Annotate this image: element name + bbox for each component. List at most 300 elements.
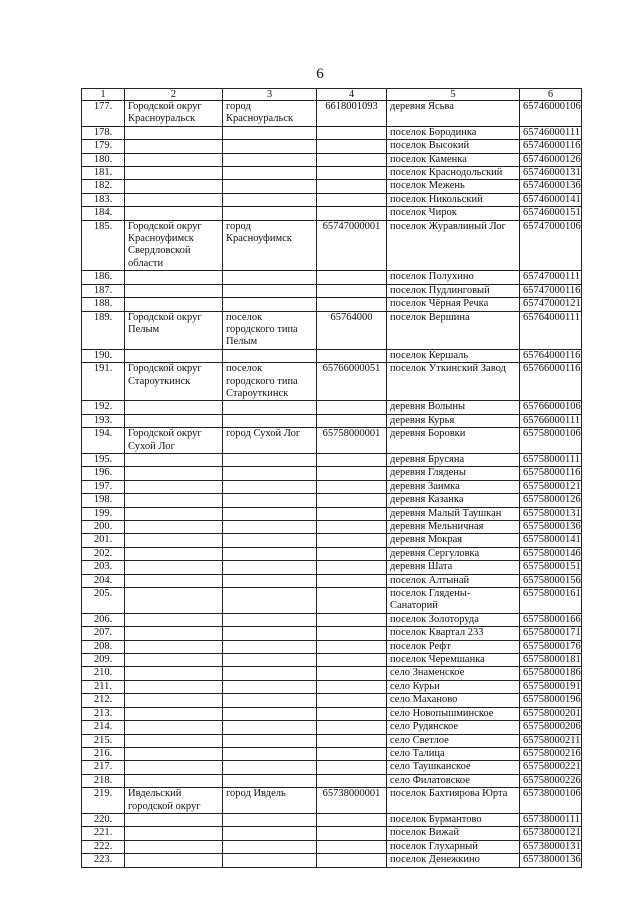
oktmo-code-cell: 65758000191 — [520, 680, 582, 693]
table-row — [82, 534, 582, 547]
district-cell — [125, 761, 223, 774]
oktmo-code-cell: 65746000116 — [520, 140, 582, 153]
oktmo-code-cell: 65758000176 — [520, 640, 582, 653]
cell-line: деревня Казанка — [390, 494, 464, 506]
row-number-cell: 198. — [82, 494, 125, 507]
cell-line: Пелым — [226, 336, 258, 348]
cell-line: село Талица — [390, 747, 445, 759]
row-number-cell: 204. — [82, 574, 125, 587]
row-number-cell: 193. — [82, 414, 125, 427]
settlement-cell — [387, 640, 520, 653]
admin-center-cell — [223, 207, 317, 220]
district-cell — [125, 467, 223, 480]
settlement-cell — [387, 507, 520, 520]
row-number-cell: 194. — [82, 428, 125, 454]
table-row — [82, 284, 582, 297]
table-row — [82, 453, 582, 466]
admin-center-cell — [223, 694, 317, 707]
center-code-cell — [317, 734, 387, 747]
cell-line: поселок Рефт — [390, 640, 451, 652]
row-number-cell: 201. — [82, 534, 125, 547]
table-row — [82, 401, 582, 414]
oktmo-code-cell: 65758000201 — [520, 707, 582, 720]
oktmo-code-cell: 65758000216 — [520, 747, 582, 760]
district-cell — [125, 284, 223, 297]
district-cell — [125, 363, 223, 401]
cell-line: поселок Журавлиный Лог — [390, 220, 506, 232]
settlement-cell — [387, 734, 520, 747]
cell-line: Городской округ — [128, 220, 202, 232]
table-header-row — [82, 89, 582, 101]
oktmo-code-cell: 65758000106 — [520, 428, 582, 454]
settlement-cell — [387, 167, 520, 180]
settlement-cell — [387, 363, 520, 401]
cell-line: Красноуральск — [128, 113, 196, 125]
cell-line: Красноуфимск — [128, 233, 194, 245]
oktmo-code-cell: 65758000121 — [520, 480, 582, 493]
center-code-cell — [317, 467, 387, 480]
admin-center-cell — [223, 721, 317, 734]
oktmo-code-cell: 65738000111 — [520, 813, 582, 826]
admin-center-cell — [223, 153, 317, 166]
admin-center-cell — [223, 534, 317, 547]
center-code-cell — [317, 640, 387, 653]
cell-line: Староуткинск — [226, 387, 289, 399]
table-row — [82, 827, 582, 840]
admin-center-cell — [223, 126, 317, 139]
admin-center-cell — [223, 813, 317, 826]
center-code-cell — [317, 207, 387, 220]
cell-line: Ивдельский — [128, 788, 182, 800]
table-row — [82, 494, 582, 507]
row-number-cell: 177. — [82, 101, 125, 127]
district-cell — [125, 311, 223, 349]
admin-center-cell — [223, 401, 317, 414]
district-cell — [125, 153, 223, 166]
cell-line: поселок Чирок — [390, 207, 457, 219]
row-number-cell: 203. — [82, 561, 125, 574]
settlement-cell — [387, 774, 520, 787]
district-cell — [125, 401, 223, 414]
row-number-cell: 180. — [82, 153, 125, 166]
row-number-cell: 200. — [82, 521, 125, 534]
district-cell — [125, 220, 223, 271]
row-number-cell: 217. — [82, 761, 125, 774]
oktmo-code-cell: 65758000171 — [520, 627, 582, 640]
oktmo-code-cell: 65758000221 — [520, 761, 582, 774]
district-cell — [125, 667, 223, 680]
admin-center-cell — [223, 220, 317, 271]
table-row — [82, 126, 582, 139]
table-row — [82, 153, 582, 166]
settlement-cell — [387, 534, 520, 547]
district-cell — [125, 521, 223, 534]
settlement-cell — [387, 480, 520, 493]
center-code-cell: 65766000051 — [317, 363, 387, 401]
cell-line: село Таушканское — [390, 761, 471, 773]
admin-center-cell — [223, 788, 317, 814]
district-cell — [125, 561, 223, 574]
cell-line: поселок Денежкино — [390, 854, 480, 866]
table-row — [82, 734, 582, 747]
cell-line: село Курьи — [390, 680, 440, 692]
cell-line: деревня Курья — [390, 414, 455, 426]
settlement-cell — [387, 220, 520, 271]
center-code-cell: 65738000001 — [317, 788, 387, 814]
oktmo-code-cell: 65747000111 — [520, 271, 582, 284]
row-number-cell: 210. — [82, 667, 125, 680]
center-code-cell — [317, 140, 387, 153]
center-code-cell — [317, 167, 387, 180]
center-code-cell — [317, 680, 387, 693]
oktmo-code-cell: 65758000151 — [520, 561, 582, 574]
settlement-cell — [387, 101, 520, 127]
row-number-cell: 192. — [82, 401, 125, 414]
cell-line: село Филатовское — [390, 774, 470, 786]
cell-line: поселок Краснодольский — [390, 167, 503, 179]
admin-center-cell — [223, 521, 317, 534]
admin-center-cell — [223, 627, 317, 640]
settlement-cell — [387, 153, 520, 166]
cell-line: город Сухой Лог — [226, 428, 301, 440]
row-number-cell: 220. — [82, 813, 125, 826]
cell-line: поселок Глядены- — [390, 588, 471, 600]
cell-line: поселок Каменка — [390, 153, 467, 165]
district-cell — [125, 827, 223, 840]
row-number-cell: 189. — [82, 311, 125, 349]
settlement-cell — [387, 180, 520, 193]
row-number-cell: 184. — [82, 207, 125, 220]
admin-center-cell — [223, 167, 317, 180]
cell-line: поселок Алтынай — [390, 574, 470, 586]
admin-center-cell — [223, 707, 317, 720]
admin-center-cell — [223, 284, 317, 297]
center-code-cell — [317, 613, 387, 626]
settlement-cell — [387, 193, 520, 206]
district-cell — [125, 547, 223, 560]
row-number-cell: 209. — [82, 654, 125, 667]
admin-center-cell — [223, 854, 317, 867]
center-code-cell — [317, 126, 387, 139]
cell-line: село Светлое — [390, 734, 449, 746]
column-header: 5 — [387, 89, 520, 101]
cell-line: поселок Межень — [390, 180, 465, 192]
oktmo-code-cell: 65764000116 — [520, 349, 582, 362]
center-code-cell — [317, 707, 387, 720]
admin-center-cell — [223, 311, 317, 349]
oktmo-code-cell: 65758000181 — [520, 654, 582, 667]
cell-line: деревня Мокрая — [390, 534, 463, 546]
oktmo-code-cell: 65746000136 — [520, 180, 582, 193]
cell-line: Пелым — [128, 323, 160, 335]
district-cell — [125, 734, 223, 747]
cell-line: Красноуральск — [226, 113, 294, 125]
cell-line: городского типа — [226, 323, 298, 335]
cell-line: поселок Бородинка — [390, 126, 477, 138]
center-code-cell — [317, 721, 387, 734]
cell-line: поселок Чёрная Речка — [390, 298, 489, 310]
cell-line: Городской округ — [128, 311, 202, 323]
admin-center-cell — [223, 363, 317, 401]
settlement-cell — [387, 813, 520, 826]
column-header: 4 — [317, 89, 387, 101]
row-number-cell: 208. — [82, 640, 125, 653]
district-cell — [125, 627, 223, 640]
row-number-cell: 178. — [82, 126, 125, 139]
row-number-cell: 197. — [82, 480, 125, 493]
settlement-cell — [387, 788, 520, 814]
cell-line: село Новопышминское — [390, 707, 494, 719]
oktmo-code-cell: 65738000131 — [520, 840, 582, 853]
cell-line: поселок Кершаль — [390, 349, 469, 361]
cell-line: области — [128, 257, 164, 269]
district-cell — [125, 414, 223, 427]
center-code-cell — [317, 180, 387, 193]
row-number-cell: 222. — [82, 840, 125, 853]
cell-line: поселок Бахтиярова Юрта — [390, 788, 508, 800]
row-number-cell: 199. — [82, 507, 125, 520]
table-row — [82, 627, 582, 640]
center-code-cell — [317, 761, 387, 774]
table-row — [82, 507, 582, 520]
row-number-cell: 182. — [82, 180, 125, 193]
oktmo-code-cell: 65746000111 — [520, 126, 582, 139]
table-row — [82, 480, 582, 493]
district-cell — [125, 574, 223, 587]
cell-line: поселок Глухарный — [390, 840, 478, 852]
admin-center-cell — [223, 453, 317, 466]
oktmo-code-cell: 65758000211 — [520, 734, 582, 747]
admin-center-cell — [223, 428, 317, 454]
oktmo-code-cell: 65758000161 — [520, 588, 582, 614]
oktmo-code-cell: 65738000106 — [520, 788, 582, 814]
center-code-cell — [317, 271, 387, 284]
admin-center-cell — [223, 747, 317, 760]
cell-line: Староуткинск — [128, 375, 191, 387]
table-row — [82, 521, 582, 534]
oktmo-code-cell: 65738000136 — [520, 854, 582, 867]
settlement-cell — [387, 613, 520, 626]
table-row — [82, 774, 582, 787]
center-code-cell: 65758000001 — [317, 428, 387, 454]
center-code-cell — [317, 827, 387, 840]
settlement-cell — [387, 561, 520, 574]
center-code-cell — [317, 480, 387, 493]
settlement-cell — [387, 840, 520, 853]
admin-center-cell — [223, 507, 317, 520]
settlement-cell — [387, 667, 520, 680]
district-cell — [125, 298, 223, 311]
row-number-cell: 190. — [82, 349, 125, 362]
cell-line: Свердловской — [128, 245, 191, 257]
admin-center-cell — [223, 574, 317, 587]
row-number-cell: 186. — [82, 271, 125, 284]
admin-center-cell — [223, 667, 317, 680]
row-number-cell: 207. — [82, 627, 125, 640]
district-cell — [125, 101, 223, 127]
row-number-cell: 188. — [82, 298, 125, 311]
cell-line: деревня Заимка — [390, 480, 460, 492]
cell-line: поселок Бурмантово — [390, 813, 482, 825]
table-row — [82, 854, 582, 867]
table-row — [82, 428, 582, 454]
cell-line: поселок Высокий — [390, 140, 470, 152]
table-row — [82, 613, 582, 626]
district-cell — [125, 180, 223, 193]
table-row — [82, 721, 582, 734]
oktmo-code-cell: 65747000121 — [520, 298, 582, 311]
cell-line: Городской округ — [128, 428, 202, 440]
cell-line: деревня Сергуловка — [390, 547, 480, 559]
table-row — [82, 271, 582, 284]
center-code-cell: 65747000001 — [317, 220, 387, 271]
center-code-cell — [317, 401, 387, 414]
admin-center-cell — [223, 827, 317, 840]
row-number-cell: 205. — [82, 588, 125, 614]
settlement-cell — [387, 627, 520, 640]
admin-center-cell — [223, 349, 317, 362]
district-cell — [125, 613, 223, 626]
row-number-cell: 211. — [82, 680, 125, 693]
settlement-cell — [387, 721, 520, 734]
row-number-cell: 221. — [82, 827, 125, 840]
center-code-cell — [317, 298, 387, 311]
center-code-cell — [317, 507, 387, 520]
district-cell — [125, 840, 223, 853]
row-number-cell: 218. — [82, 774, 125, 787]
admin-center-cell — [223, 494, 317, 507]
center-code-cell — [317, 747, 387, 760]
settlement-cell — [387, 453, 520, 466]
oktmo-code-cell: 65746000126 — [520, 153, 582, 166]
table-row — [82, 561, 582, 574]
row-number-cell: 223. — [82, 854, 125, 867]
cell-line: деревня Боровки — [390, 428, 466, 440]
row-number-cell: 185. — [82, 220, 125, 271]
center-code-cell — [317, 561, 387, 574]
settlement-cell — [387, 654, 520, 667]
oktmo-code-cell: 65758000126 — [520, 494, 582, 507]
district-cell — [125, 788, 223, 814]
table-row — [82, 667, 582, 680]
cell-line: поселок Вижай — [390, 827, 459, 839]
table-row — [82, 140, 582, 153]
oktmo-code-cell: 65758000131 — [520, 507, 582, 520]
settlement-cell — [387, 298, 520, 311]
center-code-cell — [317, 854, 387, 867]
center-code-cell — [317, 153, 387, 166]
settlement-cell — [387, 588, 520, 614]
admin-center-cell — [223, 761, 317, 774]
district-cell — [125, 193, 223, 206]
admin-center-cell — [223, 588, 317, 614]
table-row — [82, 207, 582, 220]
center-code-cell — [317, 774, 387, 787]
district-cell — [125, 349, 223, 362]
cell-line: поселок — [226, 311, 263, 323]
oktmo-code-cell: 65758000111 — [520, 453, 582, 466]
admin-center-cell — [223, 640, 317, 653]
row-number-cell: 213. — [82, 707, 125, 720]
page-number: 6 — [316, 66, 324, 82]
cell-line: город Ивдель — [226, 788, 286, 800]
row-number-cell: 181. — [82, 167, 125, 180]
settlement-cell — [387, 126, 520, 139]
oktmo-code-cell: 65738000121 — [520, 827, 582, 840]
cell-line: деревня Мельничная — [390, 521, 484, 532]
cell-line: поселок Уткинский Завод — [390, 363, 506, 375]
oktmo-code-cell: 65758000206 — [520, 721, 582, 734]
table-row — [82, 761, 582, 774]
table-row — [82, 414, 582, 427]
oktmo-code-cell: 65766000111 — [520, 414, 582, 427]
row-number-cell: 214. — [82, 721, 125, 734]
center-code-cell — [317, 667, 387, 680]
district-cell — [125, 747, 223, 760]
table-row — [82, 363, 582, 401]
cell-line: Сухой Лог — [128, 440, 175, 452]
cell-line: поселок Черемшанка — [390, 654, 485, 666]
settlement-cell — [387, 694, 520, 707]
district-cell — [125, 694, 223, 707]
cell-line: поселок Квартал 233 — [390, 627, 484, 639]
cell-line: деревня Малый Таушкан — [390, 507, 502, 519]
district-cell — [125, 680, 223, 693]
center-code-cell — [317, 193, 387, 206]
center-code-cell — [317, 349, 387, 362]
oktmo-code-cell: 65758000196 — [520, 694, 582, 707]
table-row — [82, 180, 582, 193]
table-row — [82, 747, 582, 760]
cell-line: поселок Пудлинговый — [390, 284, 490, 296]
district-cell — [125, 494, 223, 507]
center-code-cell: 65764000 — [317, 311, 387, 349]
center-code-cell — [317, 534, 387, 547]
cell-line: Санаторий — [390, 600, 438, 612]
settlement-cell — [387, 207, 520, 220]
row-number-cell: 216. — [82, 747, 125, 760]
settlement-cell — [387, 140, 520, 153]
table-row — [82, 547, 582, 560]
admin-center-cell — [223, 140, 317, 153]
district-cell — [125, 774, 223, 787]
district-cell — [125, 480, 223, 493]
table-row — [82, 101, 582, 127]
oktmo-code-cell: 65746000141 — [520, 193, 582, 206]
cell-line: поселок Никольский — [390, 193, 483, 205]
settlement-cell — [387, 854, 520, 867]
oktmo-code-cell: 65758000136 — [520, 521, 582, 534]
settlements-table — [81, 88, 582, 868]
settlement-cell — [387, 284, 520, 297]
cell-line: поселок Полухино — [390, 271, 474, 283]
table-row — [82, 840, 582, 853]
oktmo-code-cell: 65764000111 — [520, 311, 582, 349]
table-row — [82, 349, 582, 362]
cell-line: деревня Брусяна — [390, 453, 465, 465]
admin-center-cell — [223, 561, 317, 574]
district-cell — [125, 453, 223, 466]
oktmo-code-cell: 65758000156 — [520, 574, 582, 587]
admin-center-cell — [223, 180, 317, 193]
district-cell — [125, 588, 223, 614]
settlement-cell — [387, 401, 520, 414]
admin-center-cell — [223, 613, 317, 626]
admin-center-cell — [223, 414, 317, 427]
table-row — [82, 298, 582, 311]
cell-line: поселок — [226, 363, 263, 375]
settlement-cell — [387, 747, 520, 760]
